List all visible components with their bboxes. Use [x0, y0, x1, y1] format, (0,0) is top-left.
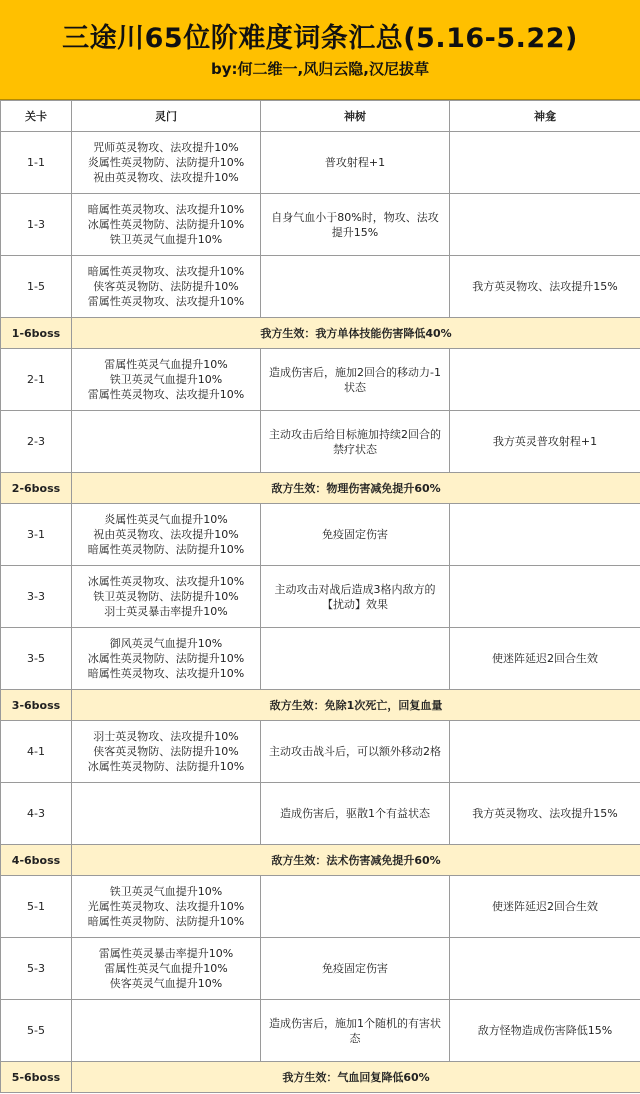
shenkan-cell [450, 504, 640, 566]
stage-row [1, 411, 640, 473]
shenshu-cell: 造成伤害后，施加2回合的移动力-1状态 [261, 349, 450, 411]
level-cell: 3-5 [1, 628, 72, 690]
stage-row [1, 721, 640, 783]
shenkan-cell [450, 566, 640, 628]
boss-level-cell: 5-6boss [1, 1062, 72, 1093]
lingmen-line: 雷属性英灵物攻、法攻提升10% [87, 295, 245, 308]
boss-row [1, 318, 640, 349]
stage-row [1, 194, 640, 256]
level-cell: 4-1 [1, 721, 72, 783]
lingmen-line: 暗属性英灵物防、法防提升10% [87, 915, 245, 928]
boss-level-cell: 4-6boss [1, 845, 72, 876]
column-header-shenshu: 神树 [261, 101, 450, 132]
stage-row [1, 1000, 640, 1062]
boss-effect-cell: 敌方生效：法术伤害减免提升60% [72, 845, 640, 876]
lingmen-line: 暗属性英灵物攻、法攻提升10% [87, 667, 245, 680]
level-cell: 3-1 [1, 504, 72, 566]
shenshu-cell: 造成伤害后，施加1个随机的有害状态 [261, 1000, 450, 1062]
lingmen-line: 铁卫英灵物防、法防提升10% [93, 590, 239, 603]
page-subtitle: by:何二维一,风归云隐,汉尼拔草 [211, 60, 429, 78]
lingmen-line: 冰属性英灵物防、法防提升10% [87, 218, 245, 231]
table-body [1, 132, 640, 1093]
shenshu-cell: 主动攻击对战后造成3格内敌方的【扰动】效果 [261, 566, 450, 628]
lingmen-line: 暗属性英灵物攻、法攻提升10% [87, 265, 245, 278]
stage-row [1, 628, 640, 690]
level-cell: 1-1 [1, 132, 72, 194]
boss-effect-cell: 我方生效：气血回复降低60% [72, 1062, 640, 1093]
shenshu-cell [261, 876, 450, 938]
lingmen-line: 铁卫英灵气血提升10% [109, 885, 223, 898]
shenshu-cell [261, 256, 450, 318]
boss-row [1, 690, 640, 721]
lingmen-line: 侠客英灵物防、法防提升10% [93, 280, 239, 293]
level-cell: 5-1 [1, 876, 72, 938]
lingmen-line: 羽士英灵物攻、法攻提升10% [93, 730, 239, 743]
lingmen-line: 雷属性英灵物攻、法攻提升10% [87, 388, 245, 401]
lingmen-cell [72, 504, 261, 566]
lingmen-cell [72, 256, 261, 318]
shenshu-cell [261, 628, 450, 690]
boss-row [1, 1062, 640, 1093]
stage-row [1, 504, 640, 566]
shenkan-cell [450, 132, 640, 194]
stage-row [1, 256, 640, 318]
lingmen-line: 祝由英灵物攻、法攻提升10% [93, 528, 239, 541]
shenkan-cell: 我方英灵物攻、法攻提升15% [450, 783, 640, 845]
shenkan-cell [450, 721, 640, 783]
lingmen-line: 光属性英灵物攻、法攻提升10% [87, 900, 245, 913]
lingmen-line: 冰属性英灵物攻、法攻提升10% [87, 575, 245, 588]
boss-row [1, 845, 640, 876]
boss-effect-cell: 我方生效：我方单体技能伤害降低40% [72, 318, 640, 349]
lingmen-line: 祝由英灵物攻、法攻提升10% [93, 171, 239, 184]
shenshu-cell: 主动攻击后给目标施加持续2回合的禁疗状态 [261, 411, 450, 473]
shenkan-cell: 我方英灵物攻、法攻提升15% [450, 256, 640, 318]
boss-effect-cell: 敌方生效：物理伤害减免提升60% [72, 473, 640, 504]
lingmen-cell [72, 566, 261, 628]
lingmen-line: 冰属性英灵物防、法防提升10% [87, 652, 245, 665]
lingmen-line: 冰属性英灵物防、法防提升10% [87, 760, 245, 773]
column-header-shenkan: 神龛 [450, 101, 640, 132]
lingmen-line: 御风英灵气血提升10% [109, 637, 223, 650]
lingmen-cell [72, 194, 261, 256]
stage-row [1, 876, 640, 938]
lingmen-line: 炎属性英灵物防、法防提升10% [87, 156, 245, 169]
boss-effect-cell: 敌方生效：免除1次死亡，回复血量 [72, 690, 640, 721]
lingmen-line: 暗属性英灵物防、法防提升10% [87, 543, 245, 556]
lingmen-cell [72, 349, 261, 411]
shenshu-cell: 造成伤害后，驱散1个有益状态 [261, 783, 450, 845]
stage-row [1, 783, 640, 845]
shenkan-cell [450, 938, 640, 1000]
boss-level-cell: 1-6boss [1, 318, 72, 349]
shenshu-cell: 免疫固定伤害 [261, 938, 450, 1000]
table-header-row [1, 101, 640, 132]
page-header [0, 0, 640, 100]
lingmen-cell [72, 411, 261, 473]
lingmen-line: 雷属性英灵气血提升10% [104, 358, 228, 371]
level-cell: 2-1 [1, 349, 72, 411]
stage-row [1, 938, 640, 1000]
lingmen-cell [72, 132, 261, 194]
lingmen-cell [72, 628, 261, 690]
boss-row [1, 473, 640, 504]
lingmen-line: 咒师英灵物攻、法攻提升10% [93, 141, 239, 154]
level-cell: 2-3 [1, 411, 72, 473]
lingmen-cell [72, 783, 261, 845]
lingmen-line: 雷属性英灵暴击率提升10% [98, 947, 234, 960]
shenshu-cell: 自身气血小于80%时，物攻、法攻提升15% [261, 194, 450, 256]
column-header-level: 关卡 [1, 101, 72, 132]
shenshu-cell: 普攻射程+1 [261, 132, 450, 194]
lingmen-line: 雷属性英灵气血提升10% [104, 962, 228, 975]
shenkan-cell: 我方英灵普攻射程+1 [450, 411, 640, 473]
level-cell: 1-3 [1, 194, 72, 256]
lingmen-cell [72, 721, 261, 783]
shenshu-cell: 主动攻击战斗后，可以额外移动2格 [261, 721, 450, 783]
difficulty-table [0, 100, 640, 1093]
lingmen-line: 铁卫英灵气血提升10% [109, 233, 223, 246]
lingmen-cell [72, 1000, 261, 1062]
level-cell: 4-3 [1, 783, 72, 845]
lingmen-cell [72, 876, 261, 938]
shenkan-cell: 敌方怪物造成伤害降低15% [450, 1000, 640, 1062]
stage-row [1, 349, 640, 411]
lingmen-line: 侠客英灵物防、法防提升10% [93, 745, 239, 758]
level-cell: 5-3 [1, 938, 72, 1000]
page-title: 三途川65位阶难度词条汇总(5.16-5.22) [62, 23, 578, 54]
shenshu-cell: 免疫固定伤害 [261, 504, 450, 566]
shenkan-cell [450, 349, 640, 411]
lingmen-line: 侠客英灵气血提升10% [109, 977, 223, 990]
level-cell: 5-5 [1, 1000, 72, 1062]
level-cell: 1-5 [1, 256, 72, 318]
stage-row [1, 566, 640, 628]
lingmen-line: 炎属性英灵气血提升10% [104, 513, 228, 526]
level-cell: 3-3 [1, 566, 72, 628]
stage-row [1, 132, 640, 194]
lingmen-line: 暗属性英灵物攻、法攻提升10% [87, 203, 245, 216]
lingmen-line: 铁卫英灵气血提升10% [109, 373, 223, 386]
column-header-lingmen: 灵门 [72, 101, 261, 132]
shenkan-cell: 使迷阵延迟2回合生效 [450, 876, 640, 938]
shenkan-cell: 使迷阵延迟2回合生效 [450, 628, 640, 690]
lingmen-cell [72, 938, 261, 1000]
boss-level-cell: 2-6boss [1, 473, 72, 504]
lingmen-line: 羽士英灵暴击率提升10% [104, 605, 228, 618]
shenkan-cell [450, 194, 640, 256]
boss-level-cell: 3-6boss [1, 690, 72, 721]
